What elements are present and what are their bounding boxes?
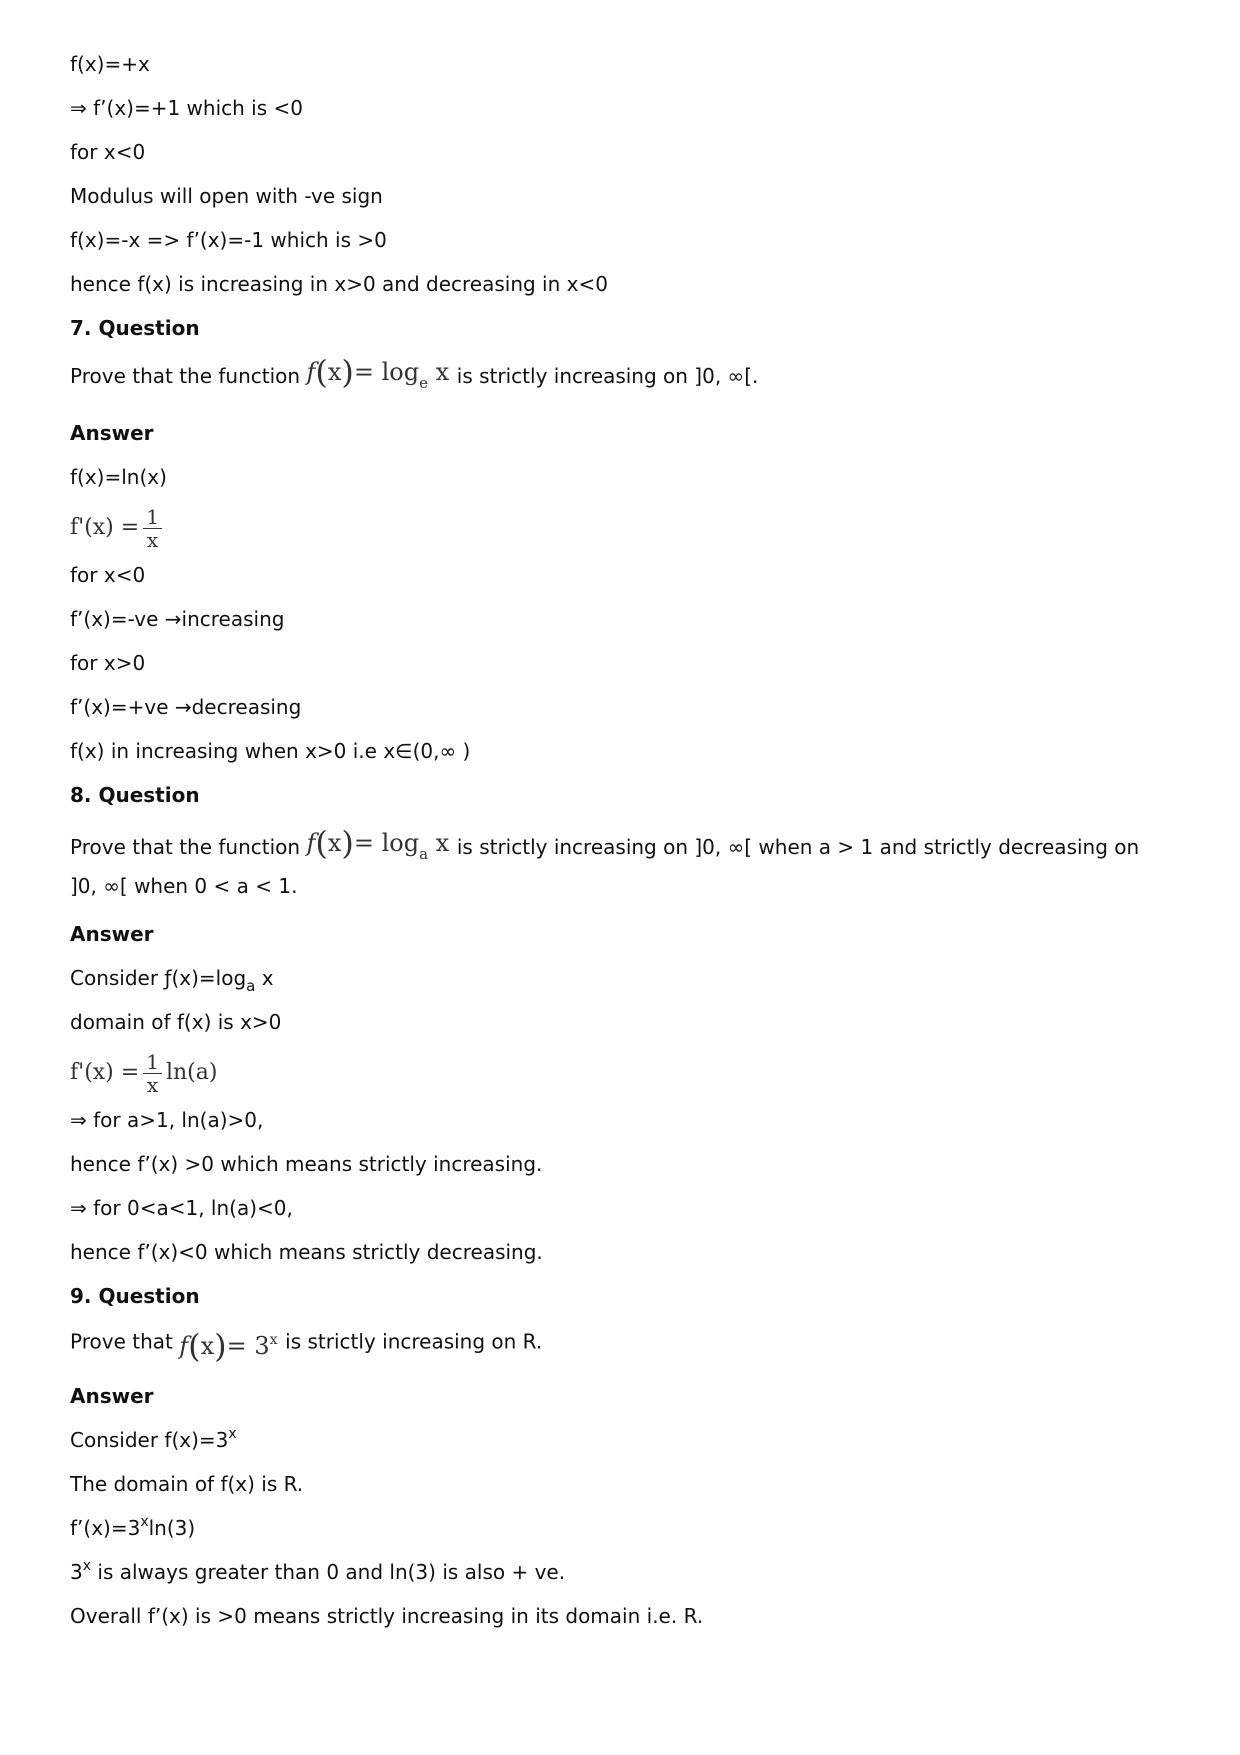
equation-image: [70, 1046, 217, 1100]
question-8-prompt: [70, 824, 1180, 902]
answer-label: Answer: [70, 922, 154, 946]
text-line: for x<0: [70, 140, 146, 164]
text-line: hence f(x) is increasing in x>0 and decreasing in x<0: [70, 272, 608, 296]
prompt-text: is strictly increasing on ]0, ∞[ when a > 1 and strictly decreasing on: [456, 835, 1140, 859]
formula-x: x: [327, 358, 342, 386]
formula-x: x: [327, 829, 342, 857]
derivative-equation: [70, 501, 1180, 555]
formula-power: $f(x)= 3^x$: [179, 1327, 278, 1365]
formula-arg: x: [435, 358, 450, 386]
text-line: f(x)=-x => f’(x)=-1 which is >0: [70, 228, 387, 252]
text: x: [255, 966, 274, 990]
fraction-denominator: x: [146, 1072, 159, 1097]
fraction-numerator: 1: [143, 506, 162, 529]
question-7-heading: 7. Question: [70, 316, 200, 340]
text-line: f(x)=+x: [70, 52, 150, 76]
answer-line: for x<0: [70, 563, 146, 587]
question-9-prompt: [70, 1327, 1180, 1365]
document-page: [70, 52, 1180, 1648]
answer-line: domain of f(x) is x>0: [70, 1010, 282, 1034]
subscript: a: [246, 977, 256, 995]
formula-eq: = log: [353, 358, 420, 386]
formula-f: f: [306, 829, 316, 857]
fraction: [143, 1051, 162, 1096]
question-8-heading: 8. Question: [70, 783, 200, 807]
prompt-text: is strictly increasing on R.: [285, 1329, 543, 1354]
formula-log-e: $f(x)= \log_e x$: [306, 353, 450, 392]
question-7-prompt: [70, 353, 1180, 395]
derivative-equation: [70, 1046, 1180, 1100]
formula-eq: = log: [353, 829, 420, 857]
answer-line: ⇒ for 0<a<1, ln(a)<0,: [70, 1196, 293, 1220]
formula-arg: x: [435, 829, 450, 857]
answer-line: ⇒ for a>1, ln(a)>0,: [70, 1108, 264, 1132]
formula-f: f: [306, 358, 316, 386]
prompt-text: Prove that the function: [70, 835, 301, 859]
answer-line: [70, 1428, 1180, 1452]
answer-line: [70, 966, 1180, 995]
equation-image: [70, 501, 166, 555]
prompt-text: Prove that: [70, 1329, 173, 1354]
formula-base: a: [419, 845, 429, 863]
prompt-text: is strictly increasing on ]0, ∞[.: [456, 364, 759, 388]
fraction: [143, 506, 162, 551]
answer-line: [70, 1516, 1180, 1540]
text: is always greater than 0 and ln(3) is also + ve.: [91, 1560, 566, 1584]
answer-line: hence f’(x)<0 which means strictly decreasing.: [70, 1240, 543, 1264]
superscript: x: [82, 1558, 92, 1574]
formula-eq: = 3: [226, 1332, 270, 1360]
formula-x: x: [200, 1332, 215, 1360]
answer-line: for x>0: [70, 651, 146, 675]
answer-line: f’(x)=-ve →increasing: [70, 607, 285, 631]
answer-line: Overall f’(x) is >0 means strictly increasing in its domain i.e. R.: [70, 1604, 704, 1628]
text: Consider f(x)=3: [70, 1428, 229, 1452]
fraction-numerator: 1: [143, 1051, 162, 1074]
text-line: ⇒ f’(x)=+1 which is <0: [70, 96, 303, 120]
formula-f: f: [179, 1332, 189, 1360]
text: Consider ƒ(x)=log: [70, 966, 247, 990]
text: ln(3): [148, 1516, 196, 1540]
fraction-denominator: x: [146, 527, 159, 552]
formula-exponent: x: [269, 1332, 278, 1348]
superscript: x: [228, 1426, 237, 1442]
answer-line: f(x)=ln(x): [70, 465, 167, 489]
superscript: x: [140, 1514, 149, 1530]
answer-line: f(x) in increasing when x>0 i.e x∈(0,∞ ): [70, 739, 471, 763]
answer-line: hence f’(x) >0 which means strictly increasing.: [70, 1152, 543, 1176]
answer-label: Answer: [70, 421, 154, 445]
formula-log-a: $f(x)= \log_a x$: [306, 824, 450, 863]
equation-lhs: f'(x) =: [70, 515, 140, 540]
equation-rhs: ln(a): [165, 1060, 218, 1085]
answer-line: The domain of f(x) is R.: [70, 1472, 304, 1496]
equation-lhs: f'(x) =: [70, 1060, 140, 1085]
prompt-text: Prove that the function: [70, 364, 301, 388]
formula-base: e: [419, 374, 428, 392]
text-line: Modulus will open with -ve sign: [70, 184, 383, 208]
text: 3: [70, 1560, 83, 1584]
question-9-heading: 9. Question: [70, 1284, 200, 1308]
answer-label: Answer: [70, 1384, 154, 1408]
text: f’(x)=3: [70, 1516, 141, 1540]
prompt-text-line2: ]0, ∞[ when 0 < a < 1.: [70, 874, 298, 898]
answer-line: [70, 1560, 1180, 1584]
answer-line: f’(x)=+ve →decreasing: [70, 695, 302, 719]
